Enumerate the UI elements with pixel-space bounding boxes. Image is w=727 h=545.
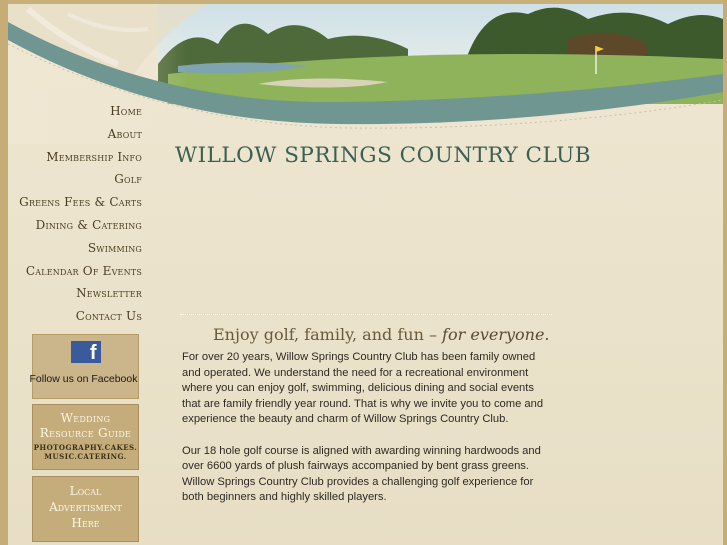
facebook-icon-letter: f xyxy=(89,342,97,364)
wedding-ad-sub2: MUSIC.CATERING. xyxy=(44,452,127,461)
nav-dining-catering[interactable]: Dining & Catering xyxy=(35,217,142,232)
local-ad-line2: Advertisment xyxy=(49,500,122,514)
local-ad-line1: Local xyxy=(69,484,102,498)
local-ad-line3: Here xyxy=(71,516,100,530)
nav-home[interactable]: Home xyxy=(110,104,142,118)
nav-contact-us[interactable]: Contact Us xyxy=(75,309,142,324)
nav-calendar[interactable]: Calendar Of Events xyxy=(25,263,142,278)
site-title: WILLOW SPRINGS COUNTRY CLUB xyxy=(175,143,592,168)
right-border xyxy=(723,0,727,545)
nav-golf[interactable]: Golf xyxy=(114,172,142,187)
nav-greens-fees[interactable]: Greens Fees & Carts xyxy=(19,195,142,210)
local-advertisement-ad[interactable] xyxy=(32,476,139,542)
content-divider xyxy=(180,314,552,315)
nav-swimming[interactable]: Swimming xyxy=(87,240,142,255)
wedding-ad-line2: Resource Guide xyxy=(39,425,132,440)
facebook-follow-label: Follow us on Facebook xyxy=(29,373,138,385)
main-navigation xyxy=(10,100,142,328)
wedding-ad-line1: Wedding xyxy=(60,411,111,425)
tagline xyxy=(213,325,550,344)
nav-newsletter[interactable]: Newsletter xyxy=(76,286,142,301)
facebook-icon xyxy=(71,341,101,363)
tagline-text: Enjoy golf, family, and fun – xyxy=(213,325,437,344)
wedding-ad-sub1: PHOTOGRAPHY.CAKES. xyxy=(33,443,138,452)
nav-about[interactable]: About xyxy=(107,126,142,141)
facebook-follow-link[interactable] xyxy=(29,334,139,399)
left-border xyxy=(0,0,8,545)
tagline-emphasis: for everyone. xyxy=(436,325,550,344)
intro-content xyxy=(182,350,552,522)
wedding-resource-guide-ad[interactable] xyxy=(32,404,139,470)
nav-membership-info[interactable]: Membership Info xyxy=(46,149,142,164)
intro-paragraph: For over 20 years, Willow Springs Country Club has been family owned and operated. We understand the need for a recreational environment where you can enjoy golf, swimming, delicious dining and social events that are family friendly year round. That is why we invite you to come and experience the beauty and charm of Willow Springs Country Club. xyxy=(182,351,544,426)
golf-paragraph: Our 18 hole golf course is aligned with awarding winning hardwoods and over 6600 yards of plush fairways accompanied by bent grass greens. Willow Springs Country Club provides a challenging golf experience for both beginners and highly skilled players. xyxy=(182,444,541,504)
